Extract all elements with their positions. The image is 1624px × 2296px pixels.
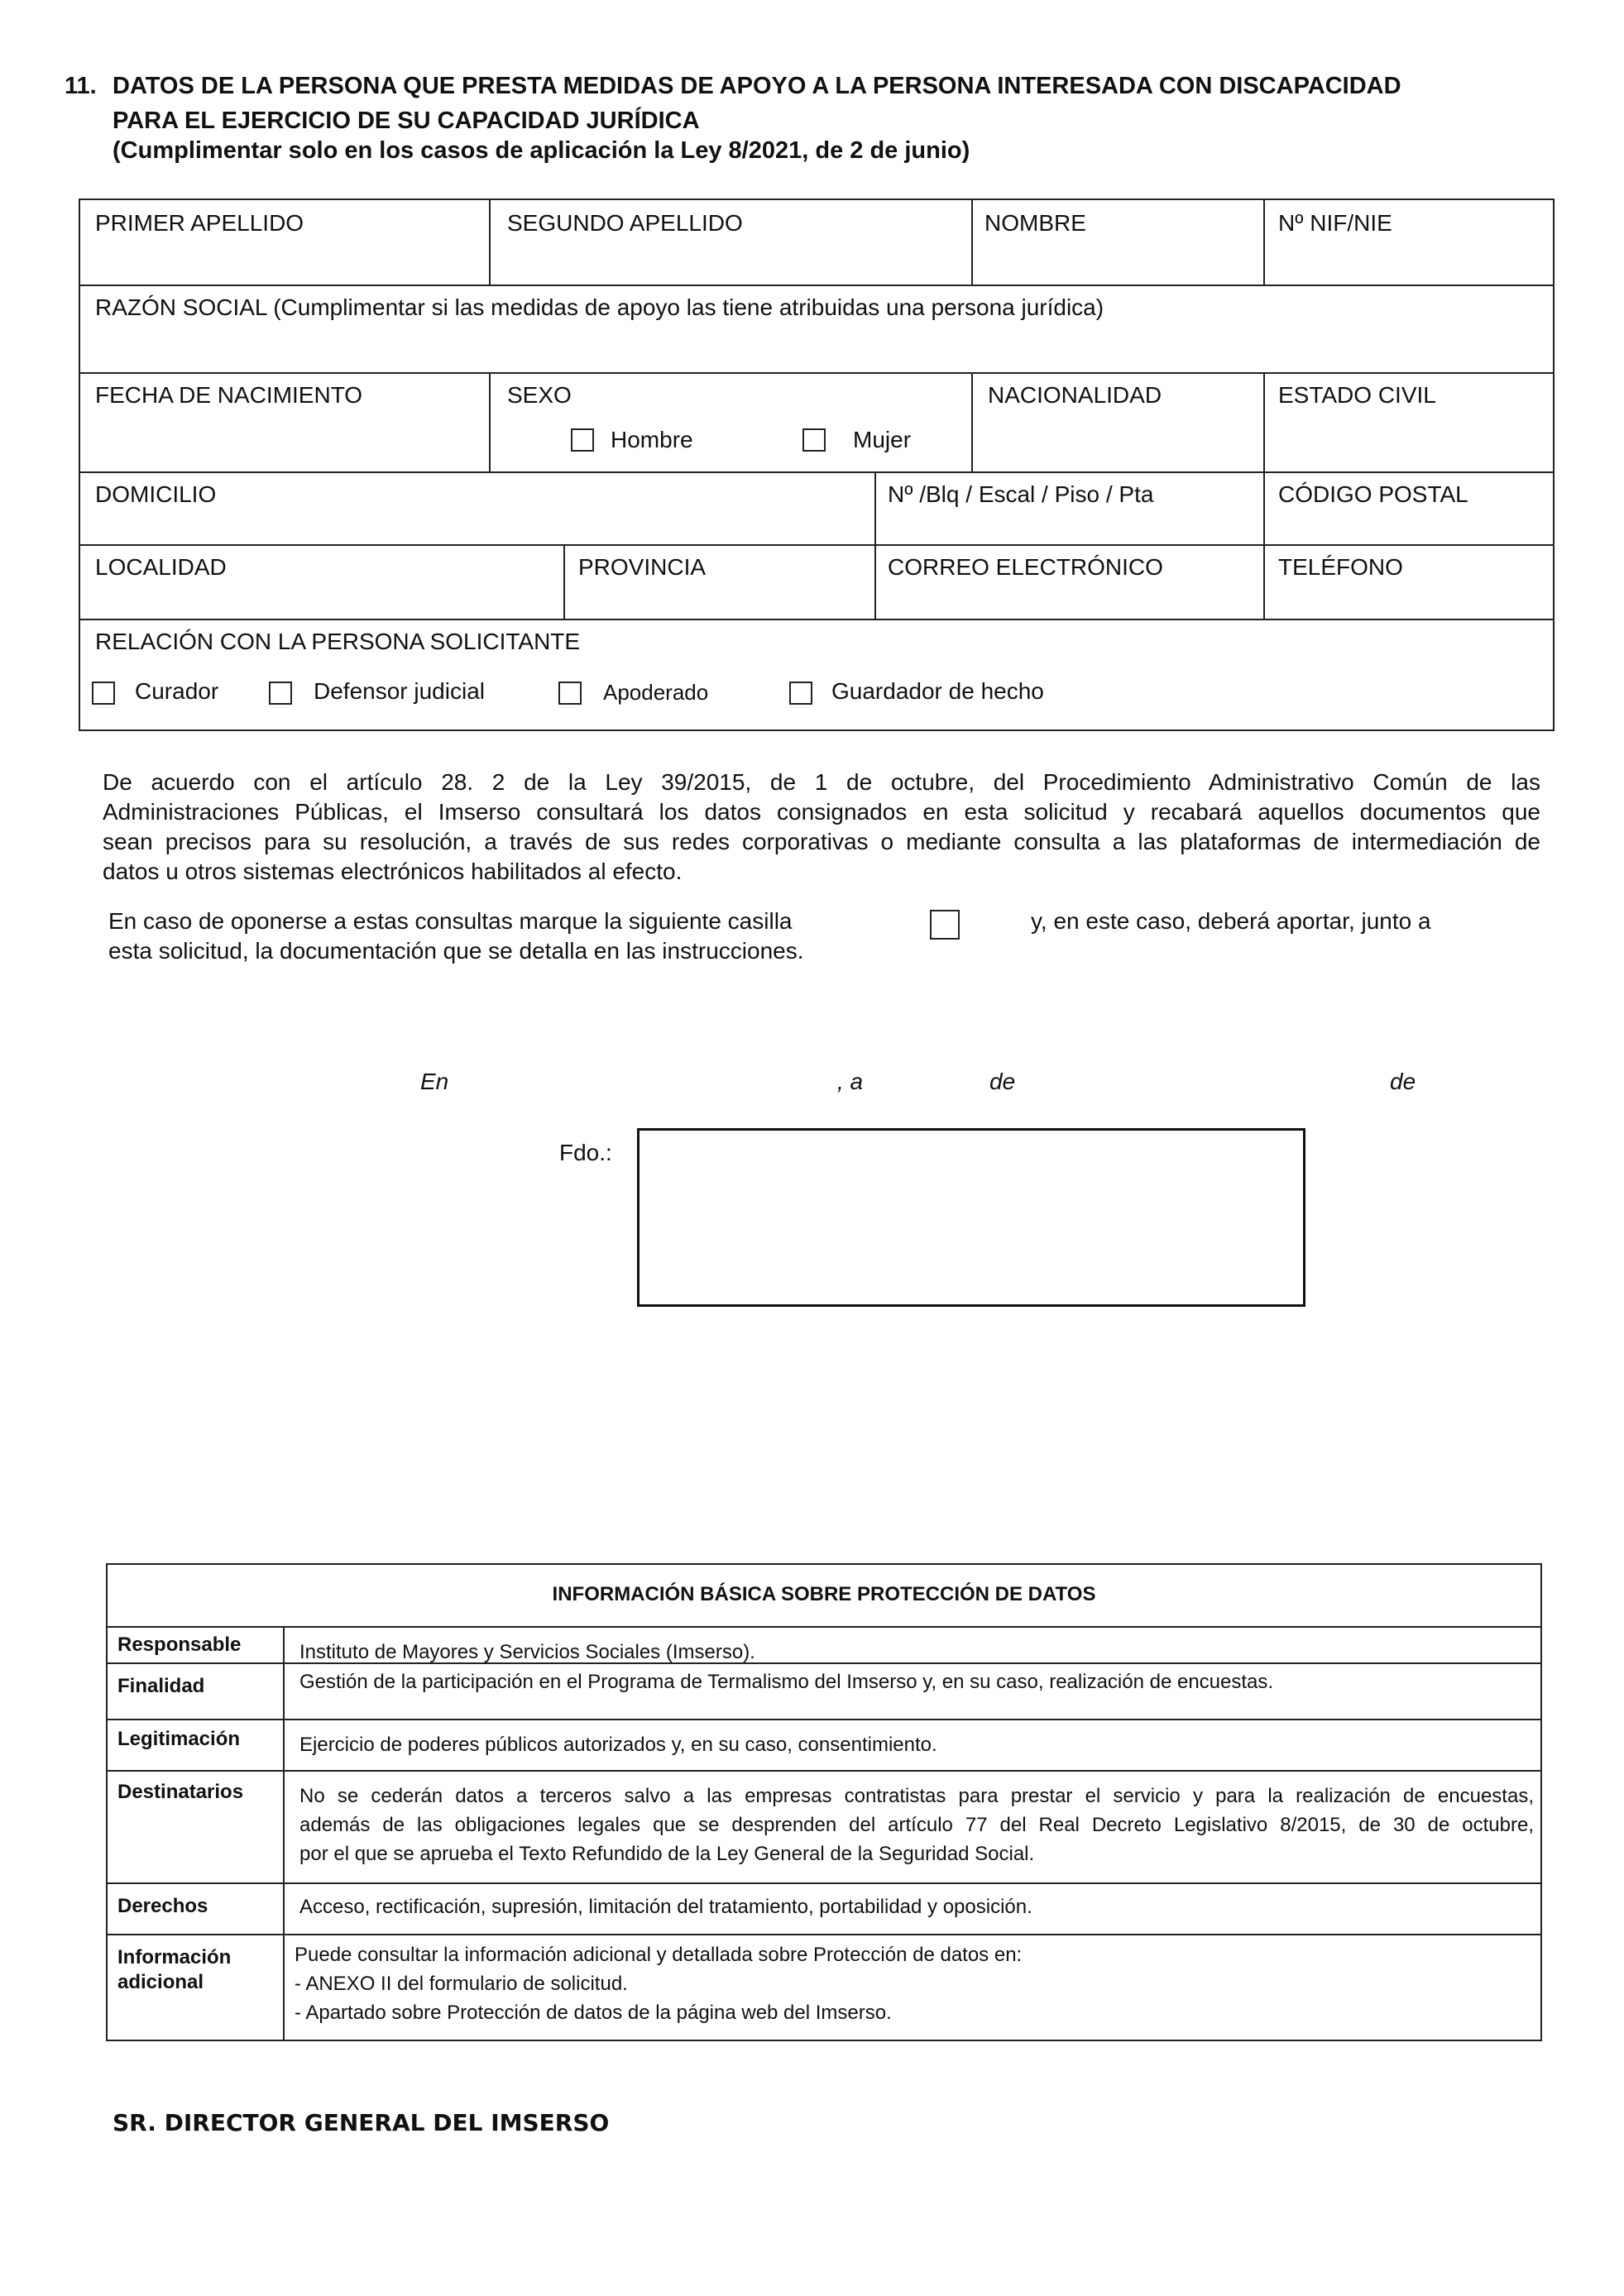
- apoderado-checkbox[interactable]: [558, 682, 582, 705]
- codigo-postal-field[interactable]: CÓDIGO POSTAL: [1278, 481, 1468, 507]
- finalidad-value: Gestión de la participación en el Programa de Termalismo del Imserso y, en su caso, realización de encuestas.: [299, 1671, 1274, 1693]
- correo-field[interactable]: CORREO ELECTRÓNICO: [888, 554, 1163, 580]
- numero-field[interactable]: Nº /Blq / Escal / Piso / Pta: [888, 481, 1154, 507]
- col-divider: [563, 544, 565, 619]
- finalidad-key: Finalidad: [117, 1675, 205, 1697]
- relacion-label: RELACIÓN CON LA PERSONA SOLICITANTE: [95, 629, 581, 654]
- col-divider: [1263, 471, 1265, 544]
- row-divider: [80, 544, 1553, 546]
- consent-line: sean precisos para su resolución, a través de sus redes corporativas o mediante consulta a las plataformas de intermediación de: [103, 829, 1540, 854]
- destinatarios-line: No se cederán datos a terceros salvo a las empresas contratistas para prestar el servicio y para la realización de encuestas,: [299, 1785, 1534, 1807]
- oppose-checkbox[interactable]: [930, 910, 960, 940]
- nif-field[interactable]: Nº NIF/NIE: [1278, 210, 1392, 236]
- fdo-label: Fdo.:: [559, 1140, 612, 1165]
- provincia-field[interactable]: PROVINCIA: [578, 554, 707, 580]
- defensor-label: Defensor judicial: [314, 678, 485, 704]
- curador-label: Curador: [135, 678, 219, 704]
- oppose-text: y, en este caso, deberá aportar, junto a: [1031, 908, 1431, 934]
- derechos-value: Acceso, rectificación, supresión, limitación del tratamiento, portabilidad y oposición.: [299, 1896, 1032, 1918]
- section-title-line1: DATOS DE LA PERSONA QUE PRESTA MEDIDAS DE APOYO A LA PERSONA INTERESADA CON DISCAPACIDAD: [113, 73, 1401, 99]
- fecha-nacimiento-field[interactable]: FECHA DE NACIMIENTO: [95, 382, 363, 408]
- support-person-form: [79, 199, 1555, 731]
- section-title-line2: PARA EL EJERCICIO DE SU CAPACIDAD JURÍDICA: [113, 108, 700, 134]
- info-adicional-key: Información: [117, 1946, 232, 1968]
- col-divider: [283, 1626, 285, 2041]
- section-number: 11.: [65, 73, 97, 99]
- localidad-field[interactable]: LOCALIDAD: [95, 554, 227, 580]
- telefono-field[interactable]: TELÉFONO: [1278, 554, 1403, 580]
- row-divider: [108, 1719, 1540, 1720]
- curador-checkbox[interactable]: [92, 682, 115, 705]
- col-divider: [489, 200, 491, 285]
- hombre-checkbox[interactable]: [571, 428, 594, 452]
- row-divider: [108, 1626, 1540, 1628]
- col-divider: [1263, 200, 1265, 285]
- legitimacion-key: Legitimación: [117, 1728, 241, 1750]
- date-de: de: [989, 1069, 1016, 1094]
- guardador-checkbox[interactable]: [789, 682, 812, 705]
- segundo-apellido-field[interactable]: SEGUNDO APELLIDO: [507, 210, 743, 236]
- domicilio-field[interactable]: DOMICILIO: [95, 481, 217, 507]
- nacionalidad-field[interactable]: NACIONALIDAD: [988, 382, 1162, 408]
- row-divider: [80, 471, 1553, 473]
- destinatarios-line: además de las obligaciones legales que se desprenden del artículo 77 del Real Decreto Legislativo 8/2015, de 30 de octubre,: [299, 1814, 1534, 1836]
- addressee: SR. DIRECTOR GENERAL DEL IMSERSO: [113, 2109, 610, 2136]
- date-de: de: [1390, 1069, 1416, 1094]
- row-divider: [80, 619, 1553, 620]
- date-a: , a: [837, 1069, 864, 1094]
- hombre-label: Hombre: [611, 427, 693, 452]
- derechos-key: Derechos: [117, 1895, 208, 1917]
- destinatarios-value: [299, 1782, 1534, 1868]
- col-divider: [971, 200, 973, 285]
- consent-paragraph: [103, 768, 1540, 887]
- col-divider: [489, 372, 491, 471]
- data-protection-title: INFORMACIÓN BÁSICA SOBRE PROTECCIÓN DE DATOS: [552, 1583, 1096, 1605]
- section-subtitle: (Cumplimentar solo en los casos de aplicación la Ley 8/2021, de 2 de junio): [113, 137, 970, 164]
- guardador-label: Guardador de hecho: [831, 678, 1044, 704]
- signature-box[interactable]: [637, 1128, 1305, 1307]
- col-divider: [874, 544, 876, 619]
- sexo-label: SEXO: [507, 382, 572, 408]
- info-adicional-line: - Apartado sobre Protección de datos de la página web del Imserso.: [295, 2002, 892, 2024]
- nombre-field[interactable]: NOMBRE: [984, 210, 1086, 236]
- mujer-checkbox[interactable]: [802, 428, 826, 452]
- info-adicional-key: adicional: [117, 1971, 204, 1993]
- col-divider: [1263, 372, 1265, 471]
- destinatarios-key: Destinatarios: [117, 1781, 244, 1803]
- mujer-label: Mujer: [853, 427, 912, 452]
- info-adicional-line: - ANEXO II del formulario de solicitud.: [295, 1973, 628, 1995]
- row-divider: [80, 372, 1553, 374]
- estado-civil-field[interactable]: ESTADO CIVIL: [1278, 382, 1436, 408]
- destinatarios-line: por el que se aprueba el Texto Refundido de la Ley General de la Seguridad Social.: [299, 1843, 1035, 1865]
- data-protection-table: [106, 1563, 1542, 2041]
- defensor-checkbox[interactable]: [269, 682, 292, 705]
- row-divider: [108, 1770, 1540, 1772]
- consent-line: De acuerdo con el artículo 28. 2 de la Ley 39/2015, de 1 de octubre, del Procedimiento Administrativo Común de las: [103, 769, 1540, 795]
- row-divider: [108, 1934, 1540, 1935]
- legitimacion-value: Ejercicio de poderes públicos autorizados y, en su caso, consentimiento.: [299, 1734, 937, 1756]
- primer-apellido-field[interactable]: PRIMER APELLIDO: [95, 210, 304, 236]
- apoderado-label: Apoderado: [603, 680, 709, 705]
- col-divider: [874, 471, 876, 544]
- date-en: En: [420, 1069, 449, 1094]
- info-adicional-line: Puede consultar la información adicional y detallada sobre Protección de datos en:: [295, 1944, 1023, 1966]
- razon-social-field[interactable]: RAZÓN SOCIAL (Cumplimentar si las medidas de apoyo las tiene atribuidas una persona jurídica): [95, 294, 1104, 320]
- consent-line: datos u otros sistemas electrónicos habilitados al efecto.: [103, 859, 683, 884]
- responsable-value: Instituto de Mayores y Servicios Sociales (Imserso).: [299, 1641, 755, 1663]
- oppose-text: esta solicitud, la documentación que se detalla en las instrucciones.: [108, 938, 804, 964]
- col-divider: [1263, 544, 1265, 619]
- row-divider: [80, 285, 1553, 286]
- oppose-text: En caso de oponerse a estas consultas marque la siguiente casilla: [108, 908, 793, 934]
- responsable-key: Responsable: [117, 1634, 242, 1656]
- consent-line: Administraciones Públicas, el Imserso consultará los datos consignados en esta solicitud y recabará aquellos documentos que: [103, 799, 1540, 825]
- row-divider: [108, 1882, 1540, 1884]
- col-divider: [971, 372, 973, 471]
